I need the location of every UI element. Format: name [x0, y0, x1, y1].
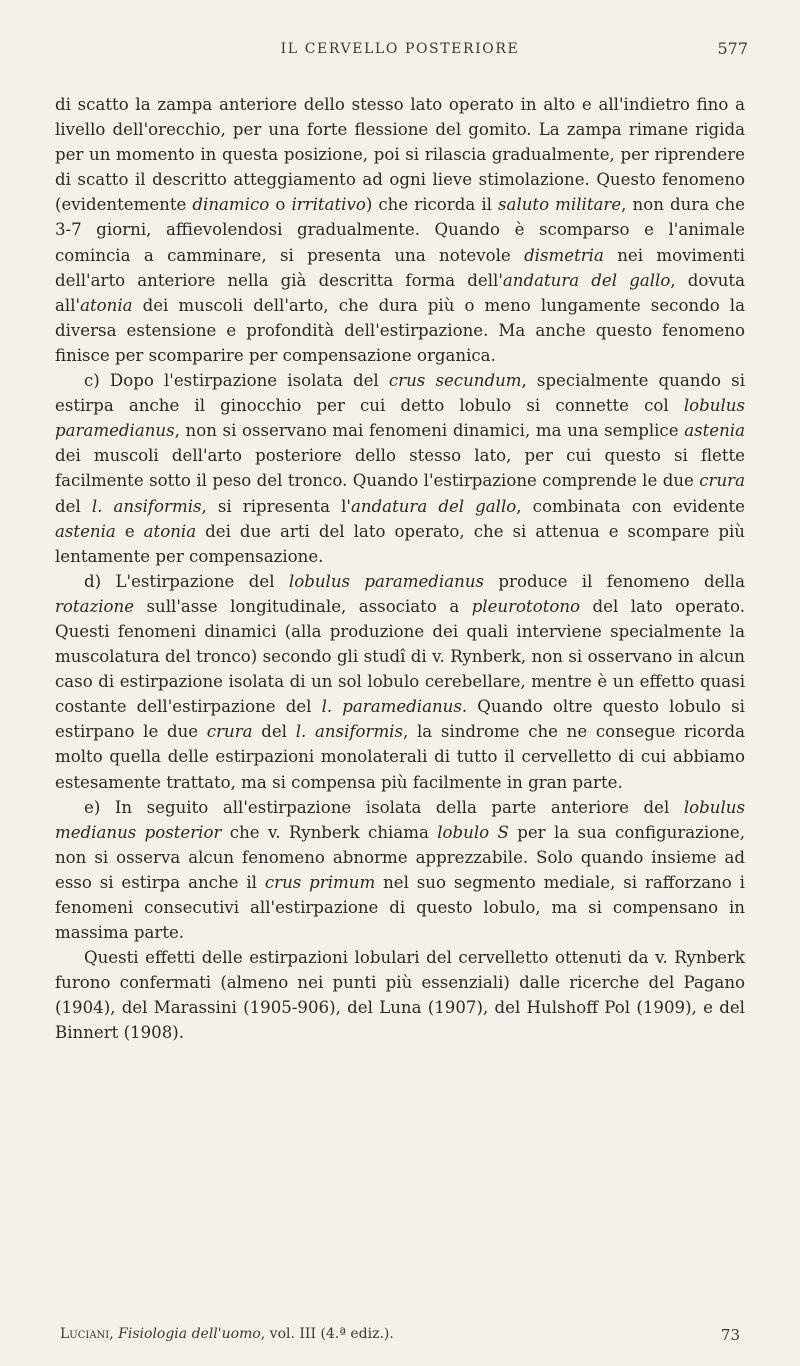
body-text [55, 92, 745, 1046]
running-head [0, 41, 800, 65]
paragraph-summary: Questi effetti delle estirpazioni lobulari del cervelletto ottenuti da v. Rynberk furono confermati (almeno nei punti più essenziali) dalle ricerche del Pagano (1904), del Marassini (1905-906), del Luna (1907), del Hulshoff Pol (1909), e del Binnert (1908). [55, 948, 745, 1043]
paragraph-c: c) Dopo l'estirpazione isolata del crus secundum, specialmente quando si estirpa anche il ginocchio per cui detto lobulo si connette col lobulus paramedianus, non si osservano mai fenomeni dinamici, ma una semplice astenia dei muscoli dell'arto posteriore dello stesso lato, per cui questo si flette facilmente sotto il peso del tronco. Quando l'estirpazione comprende le due crura del l. ansiformis, si ripresenta l'andatura del gallo, combinata con evidente astenia e atonia dei due arti del lato operato, che si attenua e scompare più lentamente per compensazione. [55, 371, 746, 566]
footer-book-title: Fisiologia dell'uomo [118, 1326, 261, 1342]
page-footer: Luciani, Fisiologia dell'uomo, vol. III (4.ª ediz.). 73 [60, 1326, 740, 1344]
footer-author: Luciani [60, 1326, 110, 1342]
paragraph-e: e) In seguito all'estirpazione isolata della parte anteriore del lobulus medianus posterior che v. Rynberk chiama lobulo S per la sua configurazione, non si osserva alcun fenomeno abnorme apprezzabile. Solo quando insieme ad esso si estirpa anche il crus primum nel suo segmento mediale, si rafforzano i fenomeni consecutivi all'estirpazione di questo lobulo, ma si compensano in massima parte. [55, 797, 746, 943]
footer-folio: 73 [720, 1326, 740, 1344]
running-title: IL CERVELLO POSTERIORE [280, 41, 520, 57]
paragraph-d: d) L'estirpazione del lobulus paramedianus produce il fenomeno della rotazione sull'asse longitudinale, associato a pleurototono del lato operato. Questi fenomeni dinamici (alla produzione dei quali interviene specialmente la muscolatura del tronco) secondo gli studî di v. Rynberk, non si osservano in alcun caso di estirpazione isolata di un sol lobulo cerebellare, mentre è un effetto quasi costante dell'estirpazione del l. paramedianus. Quando oltre questo lobulo si estirpano le due crura del l. ansiformis, la sindrome che ne consegue ricorda molto quella delle estirpazioni monolaterali di tutto il cervelletto di cui abbiamo estesamente trattato, ma si compensa più facilmente in gran parte. [55, 571, 745, 792]
page-number: 577 [717, 39, 748, 58]
footer-volume: , vol. III (4.ª ediz.). [260, 1326, 394, 1342]
paragraph-1: di scatto la zampa anteriore dello stesso lato operato in alto e all'indietro fino a livello dell'orecchio, per una forte flessione del gomito. La zampa rimane rigida per un momento in questa posizione, poi si rilascia gradualmente, per riprendere di scatto il descritto atteggiamento ad ogni lieve stimolazione. Questo fenomeno (evidentemente dinamico o irritativo) che ricorda il saluto militare, non dura che 3-7 giorni, affievolendosi gradualmente. Quando è scomparso e l'animale comincia a camminare, si presenta una notevole dismetria nei movimenti dell'arto anteriore nella già descritta forma dell'andatura del gallo, dovuta all'atonia dei muscoli dell'arto, che dura più o meno lungamente secondo la diversa estensione e profondità dell'estirpazione. Ma anche questo fenomeno finisce per scomparire per compensazione organica. [55, 95, 745, 365]
